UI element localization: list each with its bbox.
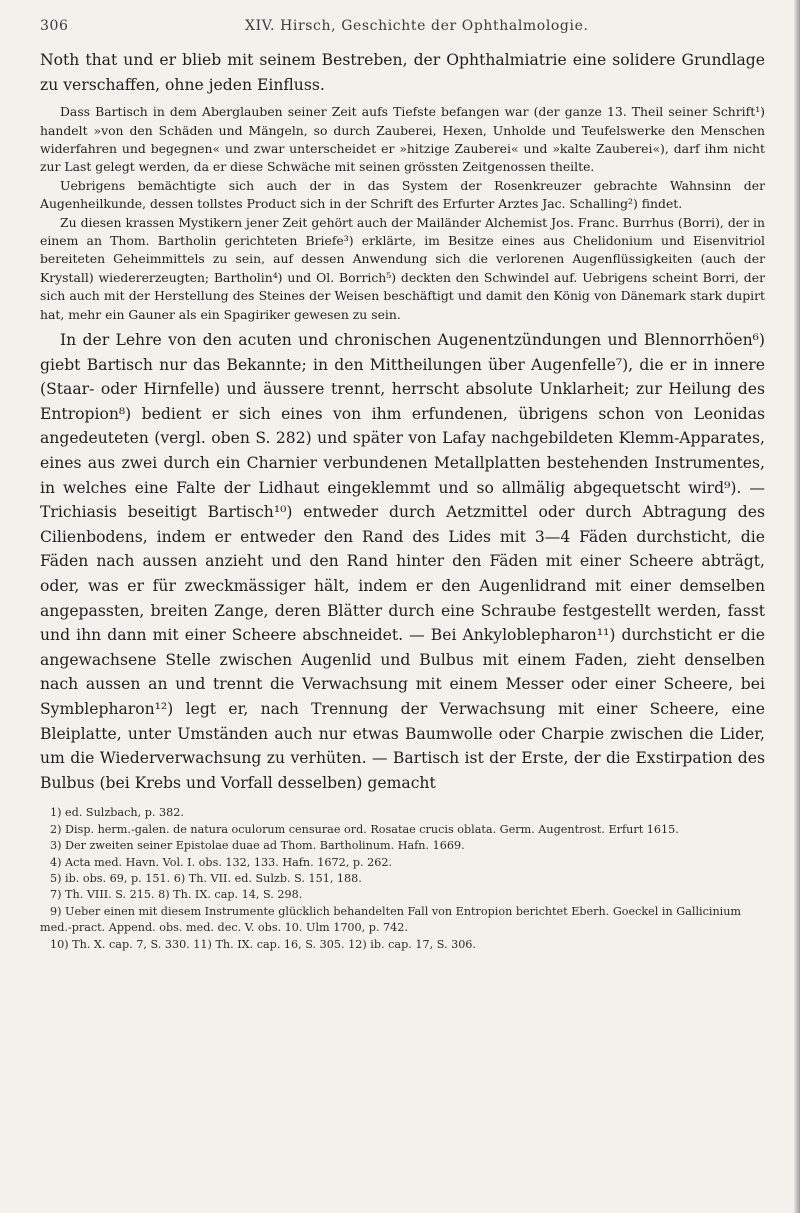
footnote-5-6: 5) ib. obs. 69, p. 151. 6) Th. VII. ed. Sulzb. S. 151, 188. xyxy=(50,871,362,885)
footnote-3: 3) Der zweiten seiner Epistolae duae ad Thom. Bartholinum. Hafn. 1669. xyxy=(50,839,465,853)
small-print-section xyxy=(40,103,765,324)
footnote-4: 4) Acta med. Havn. Vol. I. obs. 132, 133. Hafn. 1672, p. 262. xyxy=(50,855,393,869)
small-paragraph-2: Uebrigens bemächtigte sich auch der in das System der Rosenkreuzer gebrachte Wahnsinn der Augenheilkunde, dessen tollstes Product sich in der Schrift des Erfurter Arztes Jac. Schalling²) findet. xyxy=(40,177,765,212)
book-page xyxy=(40,18,765,953)
footnotes xyxy=(40,805,765,953)
running-header xyxy=(40,18,765,34)
footnote-1: 1) ed. Sulzbach, p. 382. xyxy=(50,806,184,820)
intro-paragraph: Noth that und er blieb mit seinem Bestreben, der Ophthalmiatrie eine solidere Grundlage zu verschaffen, ohne jeden Einfluss. xyxy=(40,51,765,94)
footnote-2: 2) Disp. herm.-galen. de natura oculorum censurae ord. Rosatae crucis oblata. Germ. Augentrost. Erfurt 1615. xyxy=(50,822,679,836)
main-paragraph: In der Lehre von den acuten und chronischen Augenentzündungen und Blennorrhöen⁶) giebt Bartisch nur das Bekannte; in den Mittheilungen über Augenfelle⁷), die er in innere (Staar- oder Hirnfelle) und äussere trennt, herrscht absolute Unklarheit; zur Heilung des Entropion⁸) bedient er sich eines von ihm erfundenen, übrigens schon von Leonidas angedeuteten (vergl. oben S. 282) und später von Lafay nachgebildeten Klemm-Apparates, eines aus zwei durch ein Charnier verbundenen Metallplatten bestehenden Instrumentes, in welches eine Falte der Lidhaut eingeklemmt und so allmälig abgequetscht wird⁹). — Trichiasis beseitigt Bartisch¹⁰) entweder durch Aetzmittel oder durch Abtragung des Cilienbodens, indem er entweder den Rand des Lides mit 3—4 Fäden durchsticht, die Fäden nach aussen anzieht und den Rand hinter den Fäden mit einer Scheere abträgt, oder, was er für zweckmässiger hält, indem er den Augenlidrand mit einer demselben angepassten, breiten Zange, deren Blätter durch eine Schraube festgestellt werden, fasst und ihn dann mit einer Scheere abschneidet. — Bei Ankyloblepharon¹¹) durchsticht er die angewachsene Stelle zwischen Augenlid und Bulbus mit einem Faden, zieht denselben nach aussen an und trennt die Verwachsung mit einem Messer oder einer Scheere, bei Symblepharon¹²) legt er, nach Trennung der Verwachsung mit einer Scheere, eine Bleiplatte, unter Umständen auch nur etwas Baumwolle oder Charpie zwischen die Lider, um die Wiederverwachsung zu verhüten. — Bartisch ist der Erste, der die Exstirpation des Bulbus (bei Krebs und Vorfall desselben) gemacht xyxy=(40,331,765,792)
running-title: XIV. Hirsch, Geschichte der Ophthalmologie. xyxy=(245,18,589,34)
small-paragraph-1: Dass Bartisch in dem Aberglauben seiner Zeit aufs Tiefste befangen war (der ganze 13. Theil seiner Schrift¹) handelt »von den Schäden und Mängeln, so durch Zauberei, Hexen, Unholde und Teufelswerke den Menschen widerfahren und begegnen« und zwar unterscheidet er »hitzige Zauberei« und »kalte Zauberei«), darf ihm nicht zur Last gelegt werden, da er diese Schwäche mit seinen grössten Zeitgenossen theilte. xyxy=(40,104,765,175)
page-number: 306 xyxy=(40,18,69,34)
small-paragraph-3: Zu diesen krassen Mystikern jener Zeit gehört auch der Mailänder Alchemist Jos. Franc. Burrhus (Borri), der in einem an Thom. Bartholin gerichteten Briefe³) erklärte, im Besitze eines aus Chelidonium und Eisenvitriol bereiteten Geheimmittels zu sein, auf dessen Anwendung sich die verlorenen Augenflüssigkeiten (auch der Krystall) wiedererzeugten; Bartholin⁴) und Ol. Borrich⁵) deckten den Schwindel auf. Uebrigens scheint Borri, der sich auch mit der Herstellung des Steines der Weisen beschäftigt und damit den König von Dänemark stark dupirt hat, mehr ein Gauner als ein Spagiriker gewesen zu sein. xyxy=(40,214,765,322)
page-edge xyxy=(794,0,800,1213)
footnote-10-12: 10) Th. X. cap. 7, S. 330. 11) Th. IX. cap. 16, S. 305. 12) ib. cap. 17, S. 306. xyxy=(50,937,476,951)
footnote-7-8: 7) Th. VIII. S. 215. 8) Th. IX. cap. 14, S. 298. xyxy=(50,888,303,902)
footnote-9: 9) Ueber einen mit diesem Instrumente glücklich behandelten Fall von Entropion berichtet Eberh. Goeckel in Gallicinium med.-pract. Append. obs. med. dec. V. obs. 10. Ulm 1700, p. 742. xyxy=(40,904,742,935)
